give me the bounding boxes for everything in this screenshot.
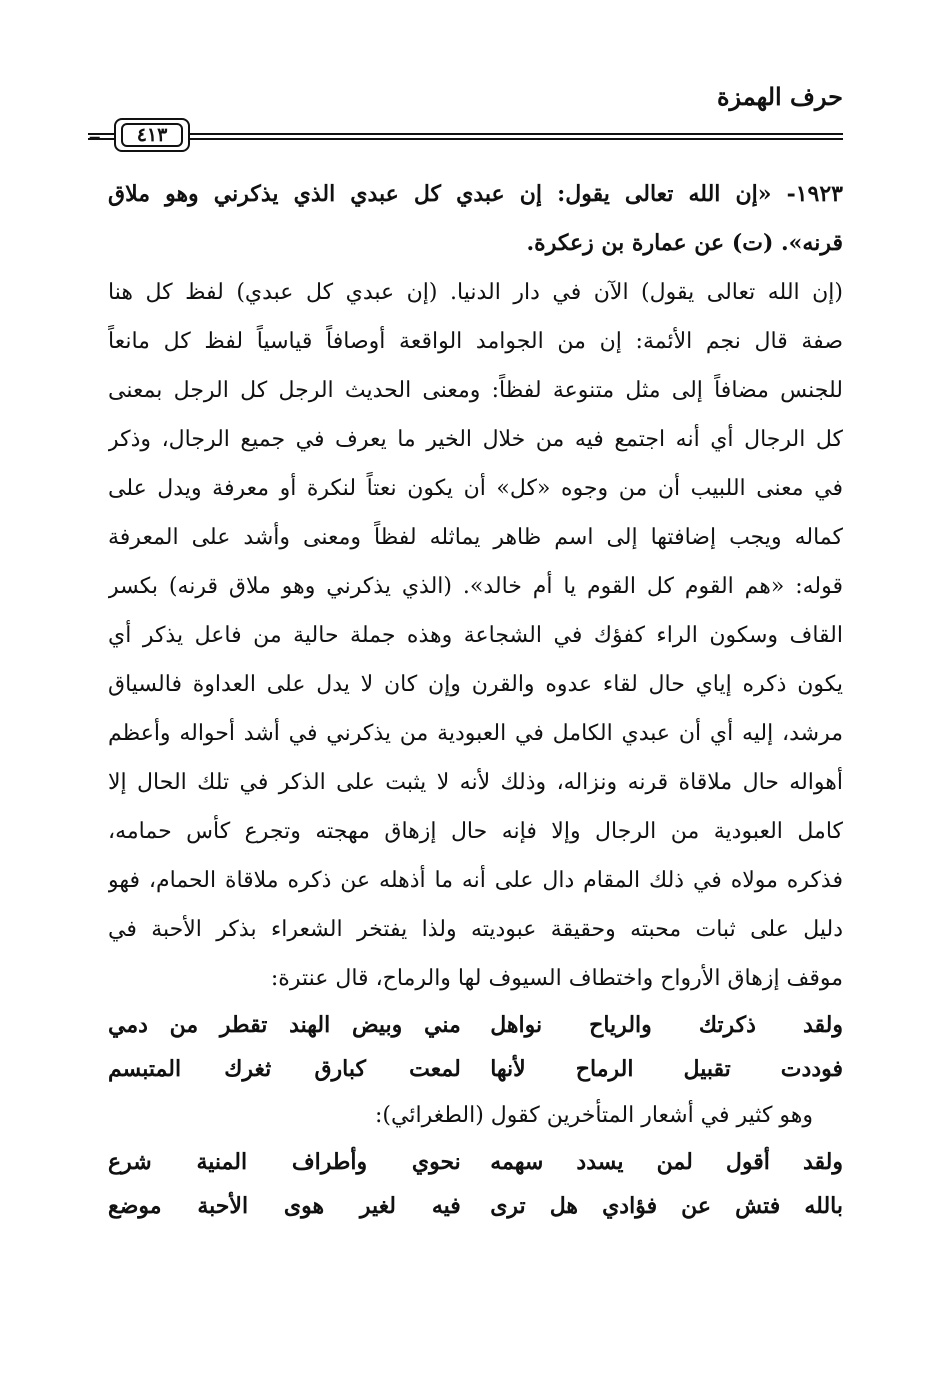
commentary-line: موقف إزهاق الأرواح واختطاف السيوف لها والرماح، قال عنترة: bbox=[270, 966, 843, 991]
rule-line-bottom bbox=[88, 138, 843, 140]
commentary-line: القاف وسكون الراء كفؤك في الشجاعة وهذه جملة حالية من فاعل يذكر أي bbox=[108, 623, 843, 648]
verse-second-hemistich: لمعت كبارق ثغرك المتبسم bbox=[108, 1056, 461, 1082]
verse-second-hemistich: نحوي وأطراف المنية شرع bbox=[108, 1149, 461, 1175]
page-number: ٤١٣ bbox=[121, 123, 183, 147]
commentary-line: كماله ويجب إضافتها إلى اسم ظاهر يماثله لفظاً ومعنى وأشد على المعرفة bbox=[108, 525, 843, 550]
commentary-line: كل الرجال أي أنه اجتمع فيه من خلال الخير ما يعرف في جميع الرجال، وذكر bbox=[108, 427, 843, 452]
commentary-line: قوله: «هم القوم كل القوم يا أم خالد». (الذي يذكرني وهو ملاق قرنه) بكسر bbox=[108, 574, 843, 599]
poem-verse bbox=[108, 1140, 843, 1184]
commentary-line: كامل العبودية من الرجال وإلا فإنه حال إزهاق مهجته وتجرع كأس حمامه، bbox=[108, 819, 843, 844]
body-text bbox=[108, 170, 843, 1228]
verse-first-hemistich: فوددت تقبيل الرماح لأنها bbox=[490, 1056, 843, 1082]
poem-verse bbox=[108, 1003, 843, 1047]
commentary-line: مرشد، إليه أي أن عبدي الكامل في العبودية من يذكرني في أشد أحواله وأعظم bbox=[108, 721, 843, 746]
header-rule bbox=[88, 116, 843, 156]
commentary-line: فذكره مولاه في ذلك المقام دال على أنه ما أذهله عن ذكره ملاقاة الحمام، فهو bbox=[108, 868, 843, 893]
poem-verse bbox=[108, 1047, 843, 1091]
commentary-line: في معنى اللبيب أن من وجوه «كل» أن يكون نعتاً لنكرة أو معرفة ويدل على bbox=[108, 476, 843, 501]
page-number-badge bbox=[114, 118, 190, 152]
rule-line-top bbox=[88, 133, 843, 135]
commentary-line: يكون ذكره إياي حال لقاء عدوه والقرن وإن كان لا يدل على العداوة فالسياق bbox=[108, 672, 843, 697]
commentary-line: للجنس مضافاً إلى مثل متنوعة لفظاً: ومعنى الحديث الرجل كل الرجل بمعنى bbox=[108, 378, 843, 403]
verse-second-hemistich: مني وبيض الهند تقطر من دمي bbox=[108, 1012, 461, 1038]
poem-verse bbox=[108, 1184, 843, 1228]
poem-intro: وهو كثير في أشعار المتأخرين كقول (الطغرائي): bbox=[375, 1103, 813, 1128]
running-title: حرف الهمزة bbox=[716, 82, 843, 111]
verse-first-hemistich: ولقد أقول لمن يسدد سهمه bbox=[490, 1149, 843, 1175]
rule-end-mark: = bbox=[88, 126, 102, 145]
verse-first-hemistich: بالله فتش عن فؤادي هل ترى bbox=[490, 1193, 843, 1219]
hadith-line-2: قرنه». (ت) عن عمارة بن زعكرة. bbox=[526, 230, 843, 256]
hadith-line-1: ١٩٢٣- «إن الله تعالى يقول: إن عبدي كل عبدي الذي يذكرني وهو ملاق bbox=[108, 181, 843, 207]
commentary-line: أهواله حال ملاقاة قرنه ونزاله، وذلك لأنه لا يثبت على الذكر في تلك الحال إلا bbox=[108, 770, 843, 795]
commentary-line: (إن الله تعالى يقول) الآن في دار الدنيا. (إن عبدي كل عبدي) لفظ كل هنا bbox=[108, 280, 843, 305]
verse-first-hemistich: ولقد ذكرتك والرياح نواهل bbox=[490, 1012, 843, 1038]
commentary-line: صفة قال نجم الأئمة: إن من الجوامد الواقعة أوصافاً قياسياً لفظ كل مانعاً bbox=[108, 329, 843, 354]
commentary-line: دليل على ثبات محبته وحقيقة عبوديته ولذا يفتخر الشعراء بذكر الأحبة في bbox=[108, 917, 843, 942]
verse-second-hemistich: فيه لغير هوى الأحبة موضع bbox=[108, 1193, 461, 1219]
